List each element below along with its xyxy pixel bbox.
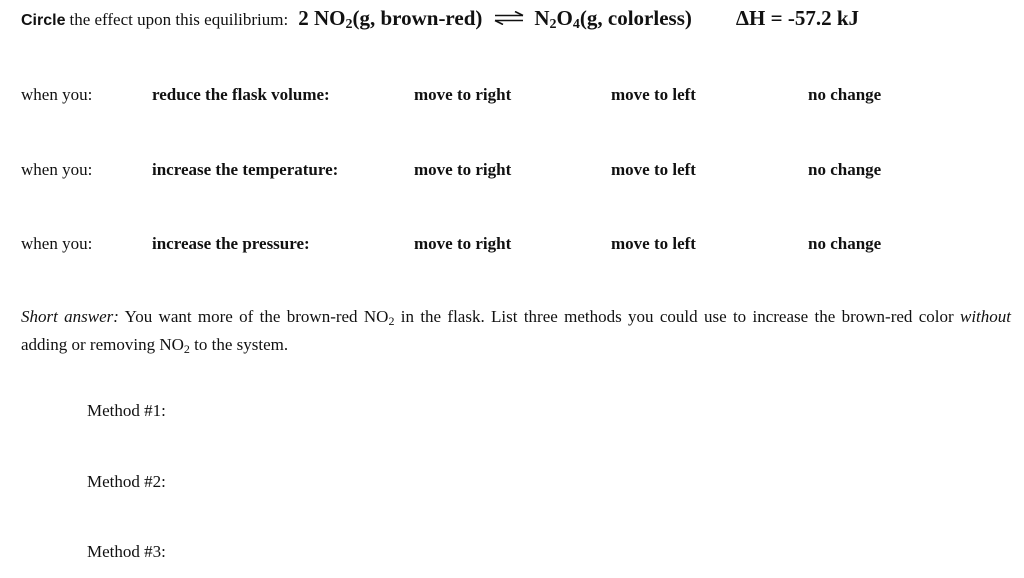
row-2-prefix: when you:: [21, 160, 93, 179]
method-3-label: Method #3:: [87, 542, 166, 561]
row-3-prefix: when you:: [21, 234, 93, 253]
without-emphasis: without: [960, 307, 1012, 326]
method-2-label: Method #2:: [87, 472, 166, 491]
reactant-formula: 2 $NO_2(g$, brown-red): [298, 6, 483, 32]
row-3-option-move-left[interactable]: move to left: [611, 234, 696, 253]
equilibrium-header: [21, 6, 859, 34]
row-3-option-no-change[interactable]: no change: [808, 234, 882, 253]
row-1-action: reduce the flask volume:: [152, 85, 330, 104]
product-formula: $N_2O_4(g$, colorless): [534, 6, 692, 32]
equilibrium-arrow-icon: [494, 11, 524, 25]
row-3-action: increase the pressure:: [152, 234, 310, 253]
circle-instruction-word: Circle: [21, 12, 66, 29]
row-2-option-no-change[interactable]: no change: [808, 160, 882, 179]
short-answer-label: Short answer:: [21, 307, 119, 326]
row-2-action: increase the temperature:: [152, 160, 339, 179]
instruction-text: the effect upon this equilibrium:: [69, 10, 289, 29]
method-1-label: Method #1:: [87, 401, 166, 420]
row-1-option-no-change[interactable]: no change: [808, 85, 882, 104]
row-2-option-move-right[interactable]: move to right: [414, 160, 512, 179]
row-2-option-move-left[interactable]: move to left: [611, 160, 696, 179]
row-1-option-move-right[interactable]: move to right: [414, 85, 512, 104]
row-1-prefix: when you:: [21, 85, 93, 104]
row-3-option-move-right[interactable]: move to right: [414, 234, 512, 253]
enthalpy-change: ΔH = -57.2 kJ: [735, 6, 859, 30]
row-1-option-move-left[interactable]: move to left: [611, 85, 696, 104]
short-answer-prompt: Short answer: You want more of the brown-red $NO_2$ in the flask. List three methods you could use to increase the brown-red color without adding or removing $NO_2$ to the system.: [21, 307, 1012, 356]
